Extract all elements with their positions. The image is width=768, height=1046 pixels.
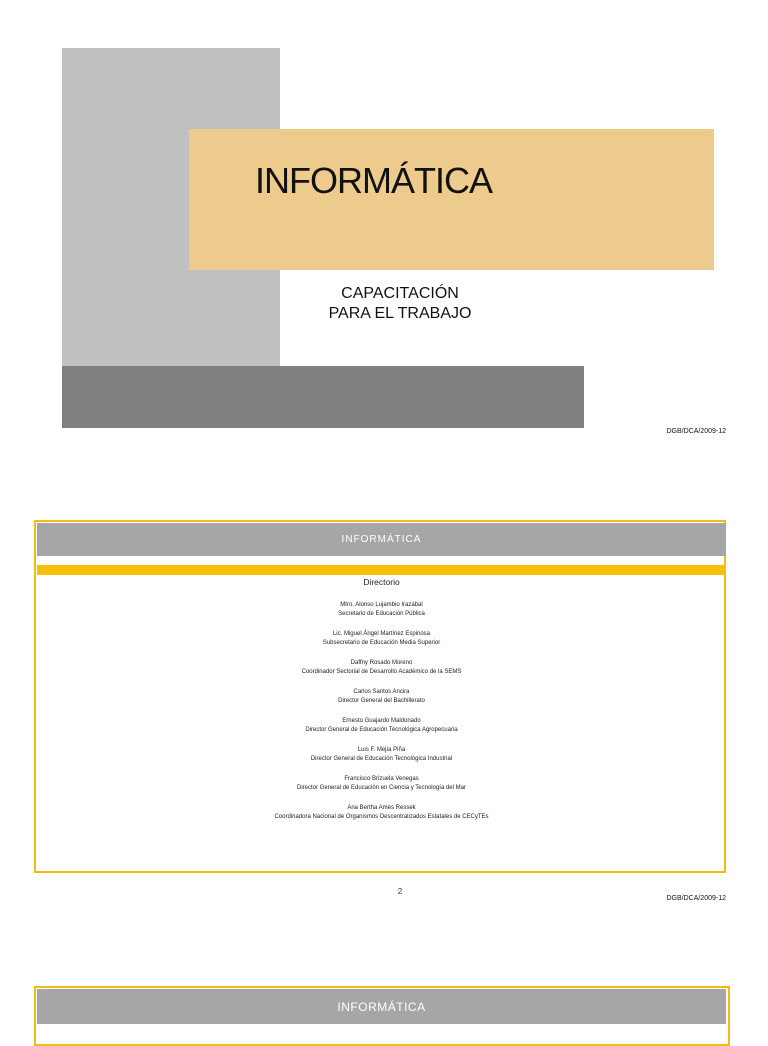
entry-role: Secretario de Educación Pública bbox=[338, 611, 425, 617]
directory-header-bar bbox=[37, 523, 726, 556]
entry-role: Coordinador Sectorial de Desarrollo Académico de la SEMS bbox=[301, 669, 462, 675]
next-page-header-bar bbox=[37, 989, 726, 1024]
directory-entry bbox=[37, 630, 726, 648]
entry-role: Director General de Educación Tecnológica Industrial bbox=[310, 756, 453, 762]
cover-subtitle-line2: PARA EL TRABAJO bbox=[328, 305, 472, 322]
cover-subtitle-line1: CAPACITACIÓN bbox=[341, 285, 459, 302]
entry-role: Director General del Bachillerato bbox=[338, 698, 425, 704]
cover-subtitle bbox=[300, 284, 500, 324]
directory-header-title: INFORMÁTICA bbox=[341, 534, 422, 545]
cover-title: INFORMÁTICA bbox=[255, 160, 492, 201]
page-number: 2 bbox=[397, 887, 403, 896]
directory-entry bbox=[37, 601, 726, 619]
entry-name: Ernesto Guajardo Maldonado bbox=[342, 718, 421, 724]
entry-role: Director General de Educación Tecnológica Agropecuaria bbox=[305, 727, 458, 733]
cover-bottom-bar bbox=[62, 366, 584, 428]
directory-entry bbox=[37, 804, 726, 822]
next-page-header-title: INFORMÁTICA bbox=[337, 999, 426, 1014]
entry-name: Francisco Brizuela Venegas bbox=[344, 776, 419, 782]
entry-role: Director General de Educación en Ciencia y Tecnología del Mar bbox=[297, 785, 466, 791]
entry-name: Lic. Miguel Ángel Martínez Espinosa bbox=[332, 631, 431, 637]
directory-list bbox=[37, 601, 726, 833]
directory-entry bbox=[37, 746, 726, 764]
directory-entry bbox=[37, 775, 726, 793]
entry-name: Daffny Rosado Moreno bbox=[350, 660, 413, 666]
directory-heading: Directorio bbox=[363, 577, 400, 587]
directory-entry bbox=[37, 717, 726, 735]
entry-name: Carlos Santos Ancira bbox=[353, 689, 410, 695]
directory-document-code: DGB/DCA/2009-12 bbox=[666, 895, 726, 902]
entry-name: Mtro. Alonso Lujambio Irazábal bbox=[340, 602, 423, 608]
directory-entry bbox=[37, 659, 726, 677]
entry-role: Coordinadora Nacional de Organismos Descentralizados Estatales de CECyTEs bbox=[274, 814, 489, 820]
directory-accent-stripe bbox=[37, 565, 726, 575]
directory-entry bbox=[37, 688, 726, 706]
entry-name: Luis F. Mejía Piña bbox=[357, 747, 406, 753]
cover-document-code: DGB/DCA/2009-12 bbox=[666, 428, 726, 435]
entry-role: Subsecretario de Educación Media Superior bbox=[322, 640, 441, 646]
entry-name: Ana Bertha Ames Ressek bbox=[347, 805, 416, 811]
